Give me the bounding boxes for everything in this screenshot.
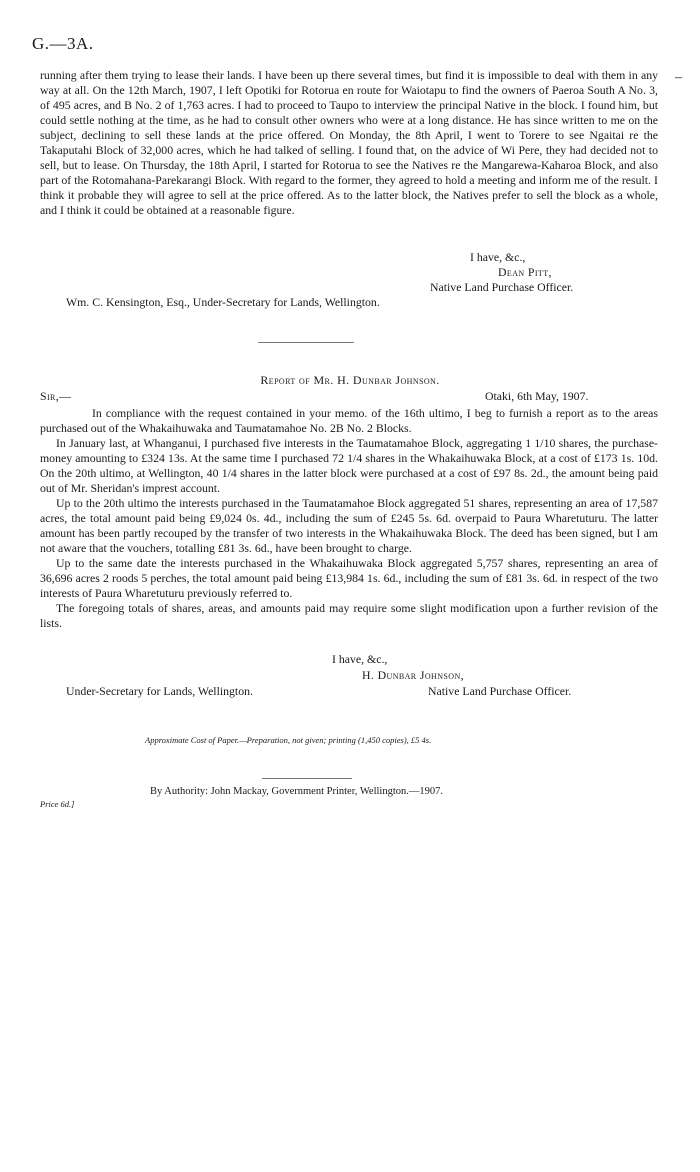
letter-addressee: Wm. C. Kensington, Esq., Under-Secretary for Lands, Wellington.: [66, 295, 380, 309]
report-addressee: Under-Secretary for Lands, Wellington.: [66, 684, 253, 698]
cost-note: Approximate Cost of Paper.—Preparation, not given; printing (1,450 copies), £5 4s.: [145, 735, 432, 745]
report-paragraph: In compliance with the request contained in your memo. of the 16th ultimo, I beg to furnish a report as to the areas purchased out of the Whakaihuwaka and Taumatamahoe No. 2B No. 2 Blocks.: [40, 406, 658, 435]
report-signatory-title: Native Land Purchase Officer.: [428, 684, 572, 698]
report-body: [40, 406, 658, 631]
margin-mark: –: [675, 70, 682, 85]
report-paragraph: Up to the 20th ultimo the interests purchased in the Taumatamahoe Block aggregated 51 shares, representing an area of 17,587 acres, the total amount paid being £9,024 0s. 4d., including the sum of £245 5s. 6d. overpaid to Paura Wharetuturu. The latter amount has been partly recouped by the transfer of two interests in the Whakaihuwaka Block. The deed has been signed, but I am not aware that the vouchers, totalling £81 3s. 6d., have been brought to charge.: [40, 496, 658, 555]
letter-signature: Dean Pitt,: [498, 265, 552, 279]
letter-paragraph: running after them trying to lease their lands. I have been up there several times, but find it is impossible to deal with them in any way at all. On the 12th March, 1907, I left Opotiki for Rotorua en route for Waiotapu to find the owners of Paeroa South A No. 3, of 495 acres, and B No. 2 of 1,763 acres. I had to proceed to Taupo to interview the principal Native in the block. I found him, but could settle nothing at the time, as he had to consult other owners who were at a long distance. He has since written to me on the subject, declining to sell these lands at the price offered. On Monday, the 8th April, I went to Torere to see Ngaitai re the Takaputahi Block of 32,000 acres, which he had talked of selling. I found that, on the advice of Wi Pere, they had decided not to sell, but to lease. On Thursday, the 18th April, I started for Rotorua to see the Natives re the Mangarewa-Kaharoa Block, and also part of the Rotomahana-Parekarangi Block. With regard to the former, they agreed to hold a meeting and inform me of the result. I think it probable they will agree to sell at the price offered. As to the latter block, the Natives prefer to sell the block as a whole, and I think it could be obtained at a reasonable figure.: [40, 68, 658, 217]
printer-imprint: By Authority: John Mackay, Government Printer, Wellington.—1907.: [150, 786, 443, 797]
report-paragraph: Up to the same date the interests purchased in the Whakaihuwaka Block aggregated 5,757 shares, representing an area of 36,696 acres 2 roods 5 perches, the total amount paid being £13,984 1s. 6d., including the sum of £81 3s. 6d. in respect of the two interests of Paura Wharetuturu previously referred to.: [40, 556, 658, 600]
report-paragraph: The foregoing totals of shares, areas, and amounts paid may require some slight modification upon a further revision of the lists.: [40, 601, 658, 630]
footer-divider: [262, 778, 352, 779]
report-signature: H. Dunbar Johnson,: [362, 668, 464, 682]
report-salutation: Sir,—: [40, 389, 72, 403]
report-place-date: Otaki, 6th May, 1907.: [485, 389, 589, 403]
report-heading: Report of Mr. H. Dunbar Johnson.: [260, 373, 440, 387]
report-closing: I have, &c.,: [332, 652, 388, 666]
letter-closing: I have, &c.,: [470, 250, 526, 264]
letter-continuation: [40, 68, 658, 218]
document-reference: G.—3A.: [32, 34, 94, 53]
letter-signatory-title: Native Land Purchase Officer.: [430, 280, 574, 294]
price-note: Price 6d.]: [40, 799, 75, 809]
section-divider: [258, 342, 354, 343]
report-paragraph: In January last, at Whanganui, I purchased five interests in the Taumatamahoe Block, aggregating 1 1/10 shares, the purchase-money amounting to £324 13s. At the same time I purchased 72 1/4 shares in the Whakaihuwaka Block, at a cost of £173 1s. 10d. On the 20th ultimo, at Wellington, 40 1/4 shares in the latter block were purchased at a cost of £97 8s. 2d., the amount being paid out of Mr. Sheridan's imprest account.: [40, 436, 658, 495]
